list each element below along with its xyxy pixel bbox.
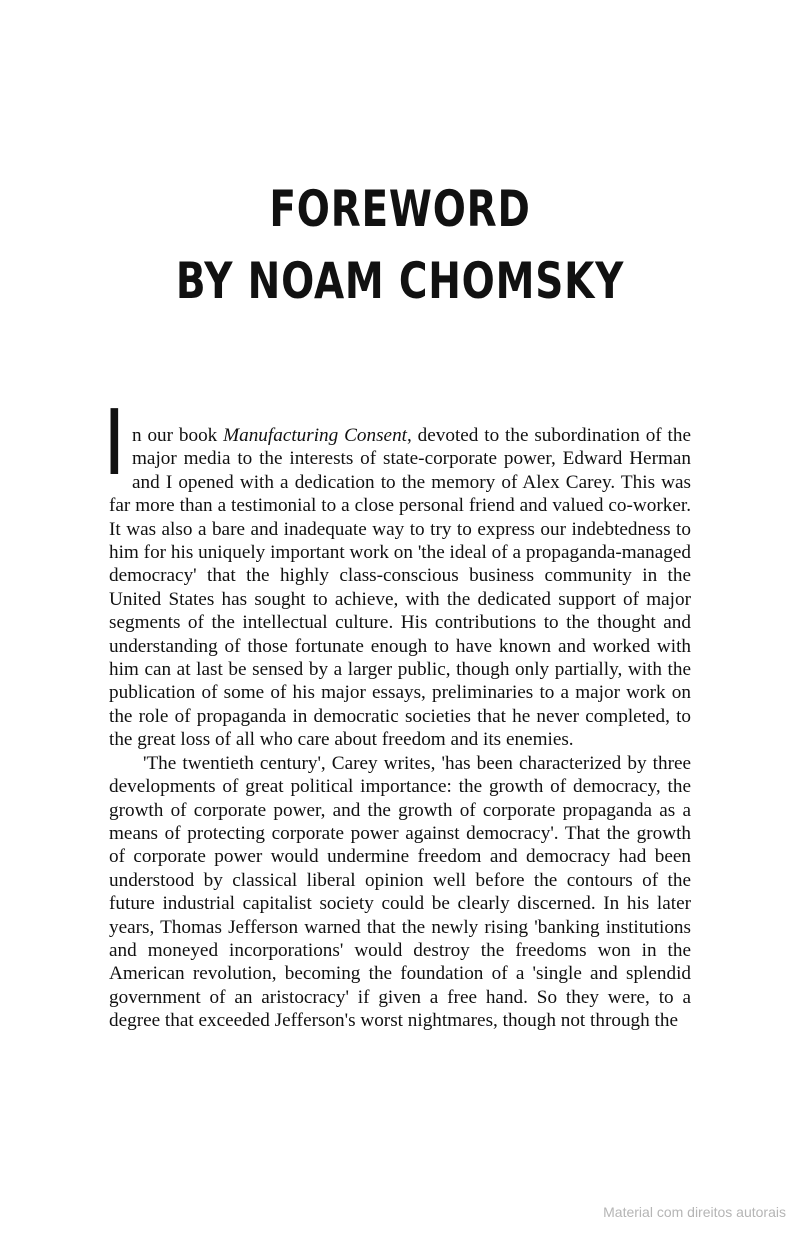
drop-cap: I <box>107 388 122 495</box>
paragraph-2: 'The twentieth century', Carey writes, 'has been characterized by three developments of great political importance: the growth of democracy, the growth of corporate power, and the growth of corporate propaganda as a means of protecting corporate power against democracy'. That the growth of corporate power would undermine freedom and democracy had been understood by classical liberal opinion well before the contours of the future industrial capitalist society could be clearly discerned. In his later years, Thomas Jefferson warned that the newly rising 'banking institutions and moneyed incorporations' would destroy the freedoms won in the American revolution, becoming the foundation of a 'single and splendid government of an aristocracy' if given a free hand. So they were, to a degree that exceeded Jefferson's worst nightmares, though not through the <box>109 752 691 1032</box>
book-title: Manufacturing Consent <box>223 425 407 446</box>
foreword-author-title: BY NOAM CHOMSKY <box>175 252 625 310</box>
paragraph-1-intro: n our book <box>132 425 224 446</box>
paragraph-1-text: , devoted to the subordination of the major media to the interests of state-corporate power, Edward Herman and I opened with a dedication to the memory of Alex Carey. This was far more than a testimonial to a close personal friend and valued co-worker. It was also a bare and inadequate way to try to express our indebtedness to him for his uniquely important work on 'the ideal of a propaganda-managed democracy' that the highly class-conscious business community in the United States has sought to achieve, with the dedicated support of major segments of the intellectual culture. His contributions to the thought and understanding of those fortunate enough to have known and worked with him can at last be sensed by a larger public, though only partially, with the publication of some of his major essays, preliminaries to a major work on the role of propaganda in democratic societies that he never completed, to the great loss of all who care about freedom and its enemies. <box>109 425 691 751</box>
body-text <box>107 388 691 1033</box>
paragraph-1 <box>107 388 691 752</box>
foreword-title: FOREWORD <box>269 180 531 238</box>
copyright-watermark: Material com direitos autorais <box>603 1204 786 1220</box>
